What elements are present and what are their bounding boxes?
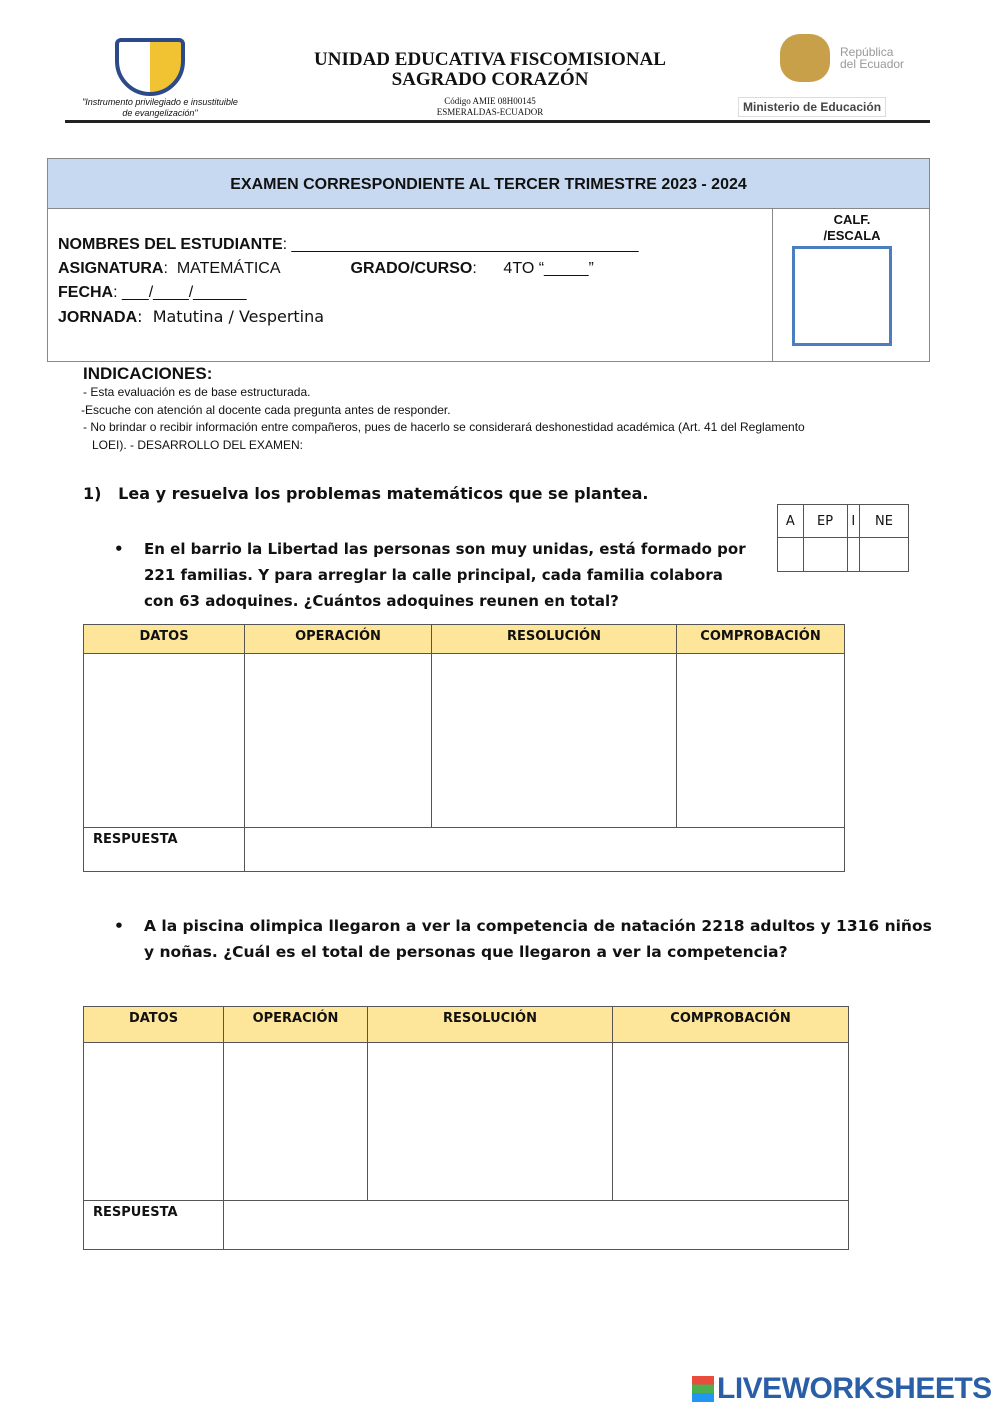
scale-header: I <box>847 505 859 538</box>
scale-cell[interactable] <box>803 538 847 572</box>
date-label: FECHA <box>58 284 114 301</box>
problem-2-table <box>83 1006 849 1250</box>
operacion-cell[interactable] <box>224 1043 368 1201</box>
name-field[interactable]: : _______________________________________ <box>282 236 639 253</box>
school-name-line: SAGRADO CORAZÓN <box>391 69 589 90</box>
ministerio-label: Ministerio de Educación <box>738 97 886 117</box>
subject-label: ASIGNATURA <box>58 260 164 277</box>
date-field[interactable]: : ___/____/______ <box>113 284 247 301</box>
scale-header: NE <box>860 505 909 538</box>
exam-info-box <box>47 158 930 362</box>
question-number: 1) <box>83 484 102 503</box>
scale-cell[interactable] <box>860 538 909 572</box>
answer-field[interactable] <box>245 828 845 872</box>
bullet-icon: • <box>114 917 124 935</box>
resolucion-cell[interactable] <box>368 1043 613 1201</box>
amie-line: Código AMIE 08H00145 <box>444 96 536 106</box>
grade-box[interactable] <box>792 246 892 346</box>
republica-line: del Ecuador <box>840 57 905 71</box>
watermark-text: LIVEWORKSHEETS <box>717 1372 992 1405</box>
shift-line <box>58 305 763 329</box>
name-line <box>58 233 763 257</box>
subject-line <box>58 257 763 281</box>
exam-title: EXAMEN CORRESPONDIENTE AL TERCER TRIMESTRE 2023 - 2024 <box>48 159 929 209</box>
header-comprobacion: COMPROBACIÓN <box>613 1007 849 1043</box>
indication-item: -Escuche con atención al docente cada pregunta antes de responder. <box>81 402 451 417</box>
calf-line: CALF. <box>833 212 871 227</box>
indications <box>83 364 923 454</box>
lws-icon <box>692 1376 714 1402</box>
comprobacion-cell[interactable] <box>613 1043 849 1201</box>
city-line: ESMERALDAS-ECUADOR <box>436 107 544 117</box>
scale-header: EP <box>803 505 847 538</box>
operacion-cell[interactable] <box>245 654 432 828</box>
indication-item: - Esta evaluación es de base estructurada. <box>83 385 311 399</box>
republica-label <box>840 46 904 70</box>
indication-item: - No brindar o recibir información entre compañeros, pues de hacerlo se considerará deshonestidad académica (Art. 41 del Reglamento <box>83 420 805 434</box>
amie-code <box>390 96 590 118</box>
name-label: NOMBRES DEL ESTUDIANTE <box>58 236 283 253</box>
problem-1 <box>114 536 754 614</box>
header-datos: DATOS <box>84 625 245 654</box>
problem-text: A la piscina olimpica llegaron a ver la competencia de natación 2218 adultos y 1316 niños y noñas. ¿Cuál es el total de personas que llegaron a ver la competencia? <box>144 917 932 961</box>
shift-value: : Matutina / Vespertina <box>137 307 325 326</box>
grade-field[interactable]: : 4TO “_____” <box>472 260 594 277</box>
question-1 <box>83 481 648 507</box>
motto-line: de evangelización" <box>122 108 198 118</box>
resolucion-cell[interactable] <box>432 654 677 828</box>
problem-text: En el barrio la Libertad las personas son muy unidas, está formado por 221 familias. Y para arreglar la calle principal, cada familia colabora con 63 adoquines. ¿Cuántos adoquines reunen en total? <box>144 540 746 610</box>
scale-header: A <box>778 505 804 538</box>
scale-cell[interactable] <box>778 538 804 572</box>
header-resolucion: RESOLUCIÓN <box>432 625 677 654</box>
indication-item: LOEI). - DESARROLLO DEL EXAMEN: <box>92 437 303 452</box>
republica-line: República <box>840 45 894 59</box>
school-logo <box>115 38 185 96</box>
datos-cell[interactable] <box>84 1043 224 1201</box>
scale-table <box>777 504 909 572</box>
datos-cell[interactable] <box>84 654 245 828</box>
comprobacion-cell[interactable] <box>677 654 845 828</box>
problem-2 <box>114 913 944 965</box>
answer-field[interactable] <box>224 1201 849 1250</box>
motto <box>60 97 260 119</box>
header-operacion: OPERACIÓN <box>224 1007 368 1043</box>
shift-label: JORNADA <box>58 309 138 326</box>
header-operacion: OPERACIÓN <box>245 625 432 654</box>
problem-1-table <box>83 624 845 872</box>
header-datos: DATOS <box>84 1007 224 1043</box>
question-text: Lea y resuelva los problemas matemáticos que se plantea. <box>118 484 649 503</box>
header-resolucion: RESOLUCIÓN <box>368 1007 613 1043</box>
date-line <box>58 281 763 305</box>
answer-label: RESPUESTA <box>84 828 245 872</box>
school-name-line: UNIDAD EDUCATIVA FISCOMISIONAL <box>314 49 666 70</box>
ecuador-coat-of-arms-icon <box>780 34 830 82</box>
bullet-icon: • <box>114 540 124 558</box>
motto-line: "Instrumento privilegiado e insustituible <box>82 97 238 107</box>
grade-label: GRADO/CURSO <box>350 260 473 277</box>
header-comprobacion: COMPROBACIÓN <box>677 625 845 654</box>
student-info <box>58 233 763 329</box>
calf-label <box>773 212 931 244</box>
scale-cell[interactable] <box>847 538 859 572</box>
liveworksheets-logo <box>692 1372 992 1406</box>
subject-value: : MATEMÁTICA <box>163 260 281 277</box>
calf-line: /ESCALA <box>823 228 881 243</box>
answer-label: RESPUESTA <box>84 1201 224 1250</box>
indications-title: INDICACIONES: <box>83 364 213 383</box>
school-name <box>230 50 750 90</box>
header-rule <box>65 120 930 123</box>
